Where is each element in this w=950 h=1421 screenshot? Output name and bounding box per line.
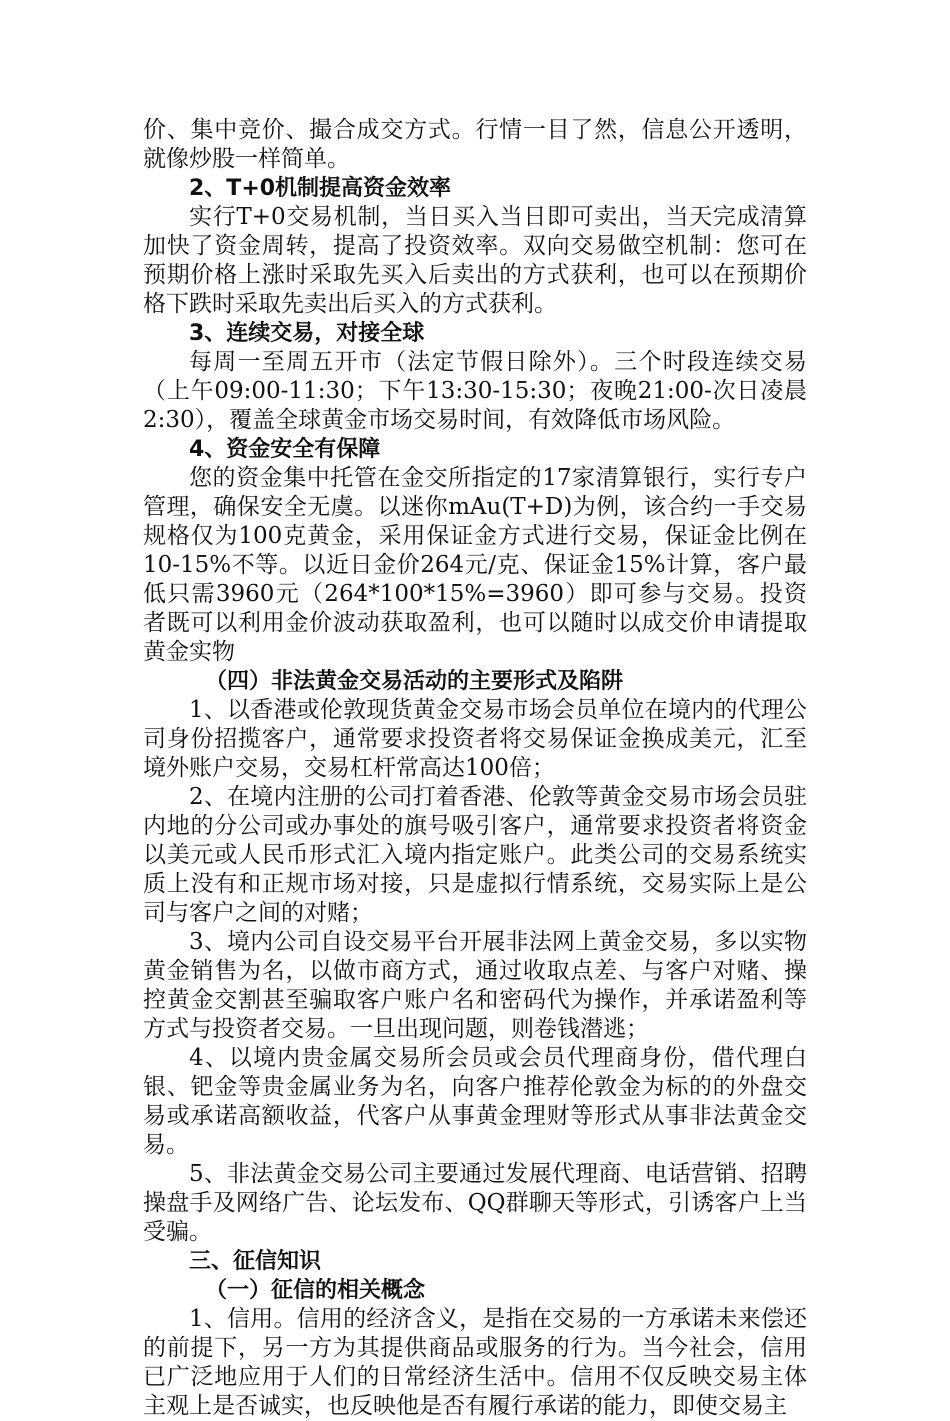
paragraph-t0-mechanism: 实行T+0交易机制，当日买入当日即可卖出，当天完成清算加快了资金周转，提高了投资效率。双向交易做空机制：您可在预期价格上涨时采取先买入后卖出的方式获利，也可以在预期价格下跌时采取先卖出后买入的方式获利。 xyxy=(143,204,807,317)
paragraph-credit-definition: 1、信用。信用的经济含义，是指在交易的一方承诺未来偿还的前提下，另一方为其提供商品或服务的行为。当今社会，信用已广泛地应用于人们的日常经济生活中。信用不仅反映交易主体主观上是否诚实，也反映他是否有履行承诺的能力，即使交易主 xyxy=(143,1306,807,1419)
paragraph-intro: 价、集中竞价、撮合成交方式。行情一目了然，信息公开透明，就像炒股一样简单。 xyxy=(143,117,807,172)
paragraph-continuous-trading: 每周一至周五开市（法定节假日除外）。三个时段连续交易（上午09:00-11:30；下午13:30-15:30；夜晚21:00-次日凌晨2:30），覆盖全球黄金市场交易时间，有效降低市场风险。 xyxy=(143,349,807,433)
heading-credit-knowledge: 三、征信知识 xyxy=(189,1249,322,1274)
paragraph-illegal-form-5: 5、非法黄金交易公司主要通过发展代理商、电话营销、招聘操盘手及网络广告、论坛发布、QQ群聊天等形式，引诱客户上当受骗。 xyxy=(143,1161,807,1245)
heading-credit-concepts: （一）征信的相关概念 xyxy=(205,1278,426,1303)
paragraph-illegal-form-3: 3、境内公司自设交易平台开展非法网上黄金交易，多以实物黄金销售为名，以做市商方式，通过收取点差、与客户对赌、操控黄金交割甚至骗取客户账户名和密码代为操作，并承诺盈利等方式与投资者交易。一旦出现问题，则卷钱潜逃； xyxy=(143,929,807,1042)
heading-fund-safety: 4、资金安全有保障 xyxy=(189,437,381,462)
document-page xyxy=(143,116,807,1421)
heading-illegal-gold-trading: （四）非法黄金交易活动的主要形式及陷阱 xyxy=(205,669,624,694)
paragraph-illegal-form-1: 1、以香港或伦敦现货黄金交易市场会员单位在境内的代理公司身份招揽客户，通常要求投资者将交易保证金换成美元，汇至境外账户交易，交易杠杆常高达100倍； xyxy=(143,697,807,781)
heading-t0-mechanism: 2、T+0机制提高资金效率 xyxy=(189,176,452,201)
paragraph-illegal-form-2: 2、在境内注册的公司打着香港、伦敦等黄金交易市场会员驻内地的分公司或办事处的旗号吸引客户，通常要求投资者将资金以美元或人民币形式汇入境内指定账户。此类公司的交易系统实质上没有和正规市场对接，只是虚拟行情系统，交易实际上是公司与客户之间的对赌； xyxy=(143,784,807,926)
heading-continuous-trading: 3、连续交易，对接全球 xyxy=(189,321,425,346)
paragraph-illegal-form-4: 4、以境内贵金属交易所会员或会员代理商身份，借代理白银、钯金等贵金属业务为名，向客户推荐伦敦金为标的的外盘交易或承诺高额收益，代客户从事黄金理财等形式从事非法黄金交易。 xyxy=(143,1045,807,1158)
paragraph-fund-safety: 您的资金集中托管在金交所指定的17家清算银行，实行专户管理，确保安全无虞。以迷你mAu(T+D)为例，该合约一手交易规格仅为100克黄金，采用保证金方式进行交易，保证金比例在10-15%不等。以近日金价264元/克、保证金15%计算，客户最低只需3960元（264*100*15%=3960）即可参与交易。投资者既可以利用金价波动获取盈利，也可以随时以成交价申请提取黄金实物 xyxy=(143,465,807,665)
